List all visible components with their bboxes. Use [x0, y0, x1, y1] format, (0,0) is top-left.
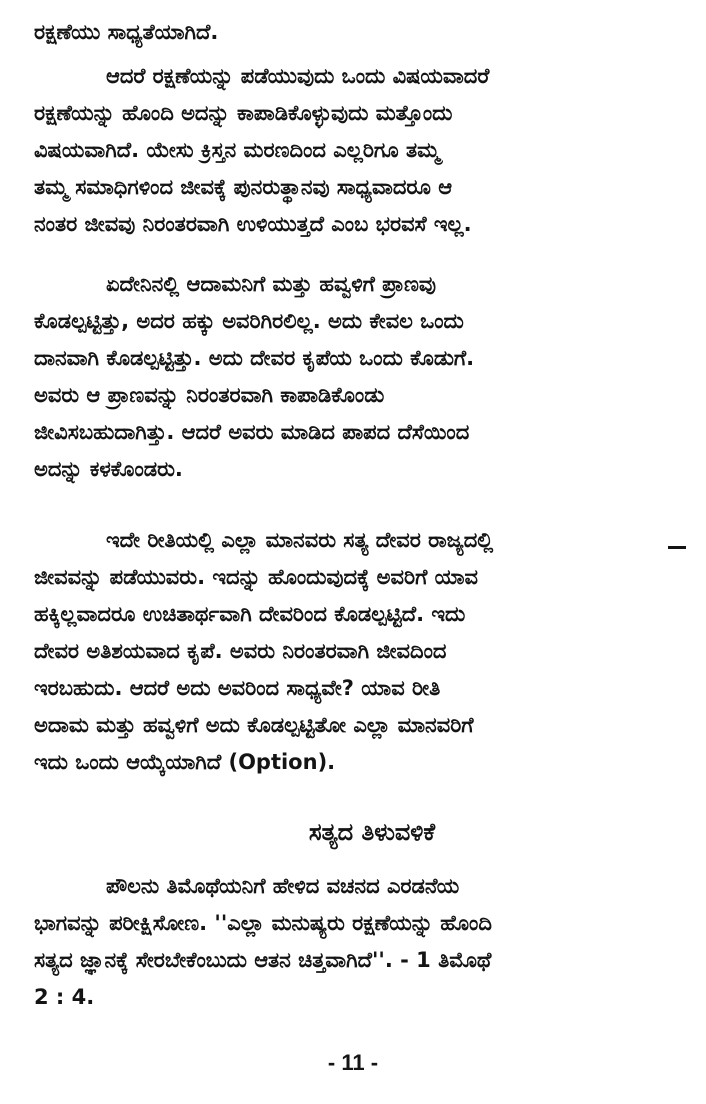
text-line: ಅದನ್ನು ಕಳಕೊಂಡರು.: [34, 457, 183, 481]
text-line: ಇದು ಒಂದು ಆಯ್ಕೆಯಾಗಿದೆ (Option).: [34, 750, 336, 774]
text-line: ಪೌಲನು ತಿಮೊಥೆಯನಿಗೆ ಹೇಳಿದ ವಚನದ ಎರಡನೆಯ: [106, 874, 460, 898]
text-line: ತಮ್ಮ ಸಮಾಧಿಗಳಿಂದ ಜೀವಕ್ಕೆ ಪುನರುತ್ಥಾನವು ಸಾಧ್ಯವಾದರೂ ಆ: [34, 175, 453, 199]
text-line: ದಾನವಾಗಿ ಕೊಡಲ್ಪಟ್ಟಿತ್ತು. ಅದು ದೇವರ ಕೃಪೆಯ ಒಂದು ಕೊಡುಗೆ.: [34, 346, 475, 370]
text-line: ಇದೇ ರೀತಿಯಲ್ಲಿ ಎಲ್ಲಾ ಮಾನವರು ಸತ್ಯ ದೇವರ ರಾಜ್ಯದಲ್ಲಿ: [106, 528, 494, 552]
text-line: 2 : 4.: [34, 985, 95, 1009]
text-line: ಆದರೆ ರಕ್ಷಣೆಯನ್ನು ಪಡೆಯುವುದು ಒಂದು ವಿಷಯವಾದರೆ: [106, 64, 490, 88]
text-line: ರಕ್ಷಣೆಯನ್ನು ಹೊಂದಿ ಅದನ್ನು ಕಾಪಾಡಿಕೊಳ್ಳುವುದು ಮತ್ತೊಂದು: [34, 101, 453, 125]
margin-dash-mark: [668, 546, 686, 549]
paragraph-salvation-keeping: [34, 58, 662, 243]
paragraph-continuation: [34, 14, 662, 51]
text-line: ಅದಾಮ ಮತ್ತು ಹವ್ವಳಿಗೆ ಅದು ಕೊಡಲ್ಪಟ್ಟಿತೋ ಎಲ್ಲಾ ಮಾನವರಿಗೆ: [34, 713, 474, 737]
text-line: ಸತ್ಯದ ಜ್ಞಾನಕ್ಕೆ ಸೇರಬೇಕೆಂಬುದು ಆತನ ಚಿತ್ತವಾಗಿದೆ''. - 1 ತಿಮೊಥೆ: [34, 948, 492, 972]
text-line: ದೇವರ ಅತಿಶಯವಾದ ಕೃಪೆ. ಅವರು ನಿರಂತರವಾಗಿ ಜೀವದಿಂದ: [34, 639, 447, 663]
section-heading: ಸತ್ಯದ ತಿಳುವಳಿಕೆ: [308, 818, 436, 846]
text-line: ಏದೇನಿನಲ್ಲಿ ಆದಾಮನಿಗೆ ಮತ್ತು ಹವ್ವಳಿಗೆ ಪ್ರಾಣವು: [106, 272, 436, 296]
text-line: ಜೀವಿಸಬಹುದಾಗಿತ್ತು. ಆದರೆ ಅವರು ಮಾಡಿದ ಪಾಪದ ದೆಸೆಯಿಂದ: [34, 420, 470, 444]
text-line: ಜೀವವನ್ನು ಪಡೆಯುವರು. ಇದನ್ನು ಹೊಂದುವುದಕ್ಕೆ ಅವರಿಗೆ ಯಾವ: [34, 565, 478, 589]
paragraph-kingdom: [34, 522, 662, 781]
text-line: ವಿಷಯವಾಗಿದೆ. ಯೇಸು ಕ್ರಿಸ್ತನ ಮರಣದಿಂದ ಎಲ್ಲರಿಗೂ ತಮ್ಮ: [34, 138, 440, 162]
text-line: ನಂತರ ಜೀವವು ನಿರಂತರವಾಗಿ ಉಳಿಯುತ್ತದೆ ಎಂಬ ಭರವಸೆ ಇಲ್ಲ.: [34, 212, 472, 236]
document-page: [22, 0, 662, 1104]
page-number: - 11 -: [327, 1050, 379, 1075]
text-line: ಅವರು ಆ ಪ್ರಾಣವನ್ನು ನಿರಂತರವಾಗಿ ಕಾಪಾಡಿಕೊಂಡು: [34, 383, 385, 407]
text-line: ಇರಬಹುದು. ಆದರೆ ಅದು ಅವರಿಂದ ಸಾಧ್ಯವೇ? ಯಾವ ರೀತಿ: [34, 676, 441, 700]
paragraph-paul-timothy: [34, 868, 662, 1016]
text-line: ಹಕ್ಕಿಲ್ಲವಾದರೂ ಉಚಿತಾರ್ಥವಾಗಿ ದೇವರಿಂದ ಕೊಡಲ್ಪಟ್ಟಿದೆ. ಇದು: [34, 602, 466, 626]
paragraph-eden: [34, 266, 662, 488]
text-line: ಭಾಗವನ್ನು ಪರೀಕ್ಷಿಸೋಣ. ''ಎಲ್ಲಾ ಮನುಷ್ಯರು ರಕ್ಷಣೆಯನ್ನು ಹೊಂದಿ: [34, 911, 492, 935]
text-line: ರಕ್ಷಣೆಯು ಸಾಧ್ಯತೆಯಾಗಿದೆ.: [34, 20, 219, 44]
text-line: ಕೊಡಲ್ಪಟ್ಟಿತ್ತು, ಅದರ ಹಕ್ಕು ಅವರಿಗಿರಲಿಲ್ಲ. ಅದು ಕೇವಲ ಒಂದು: [34, 309, 464, 333]
